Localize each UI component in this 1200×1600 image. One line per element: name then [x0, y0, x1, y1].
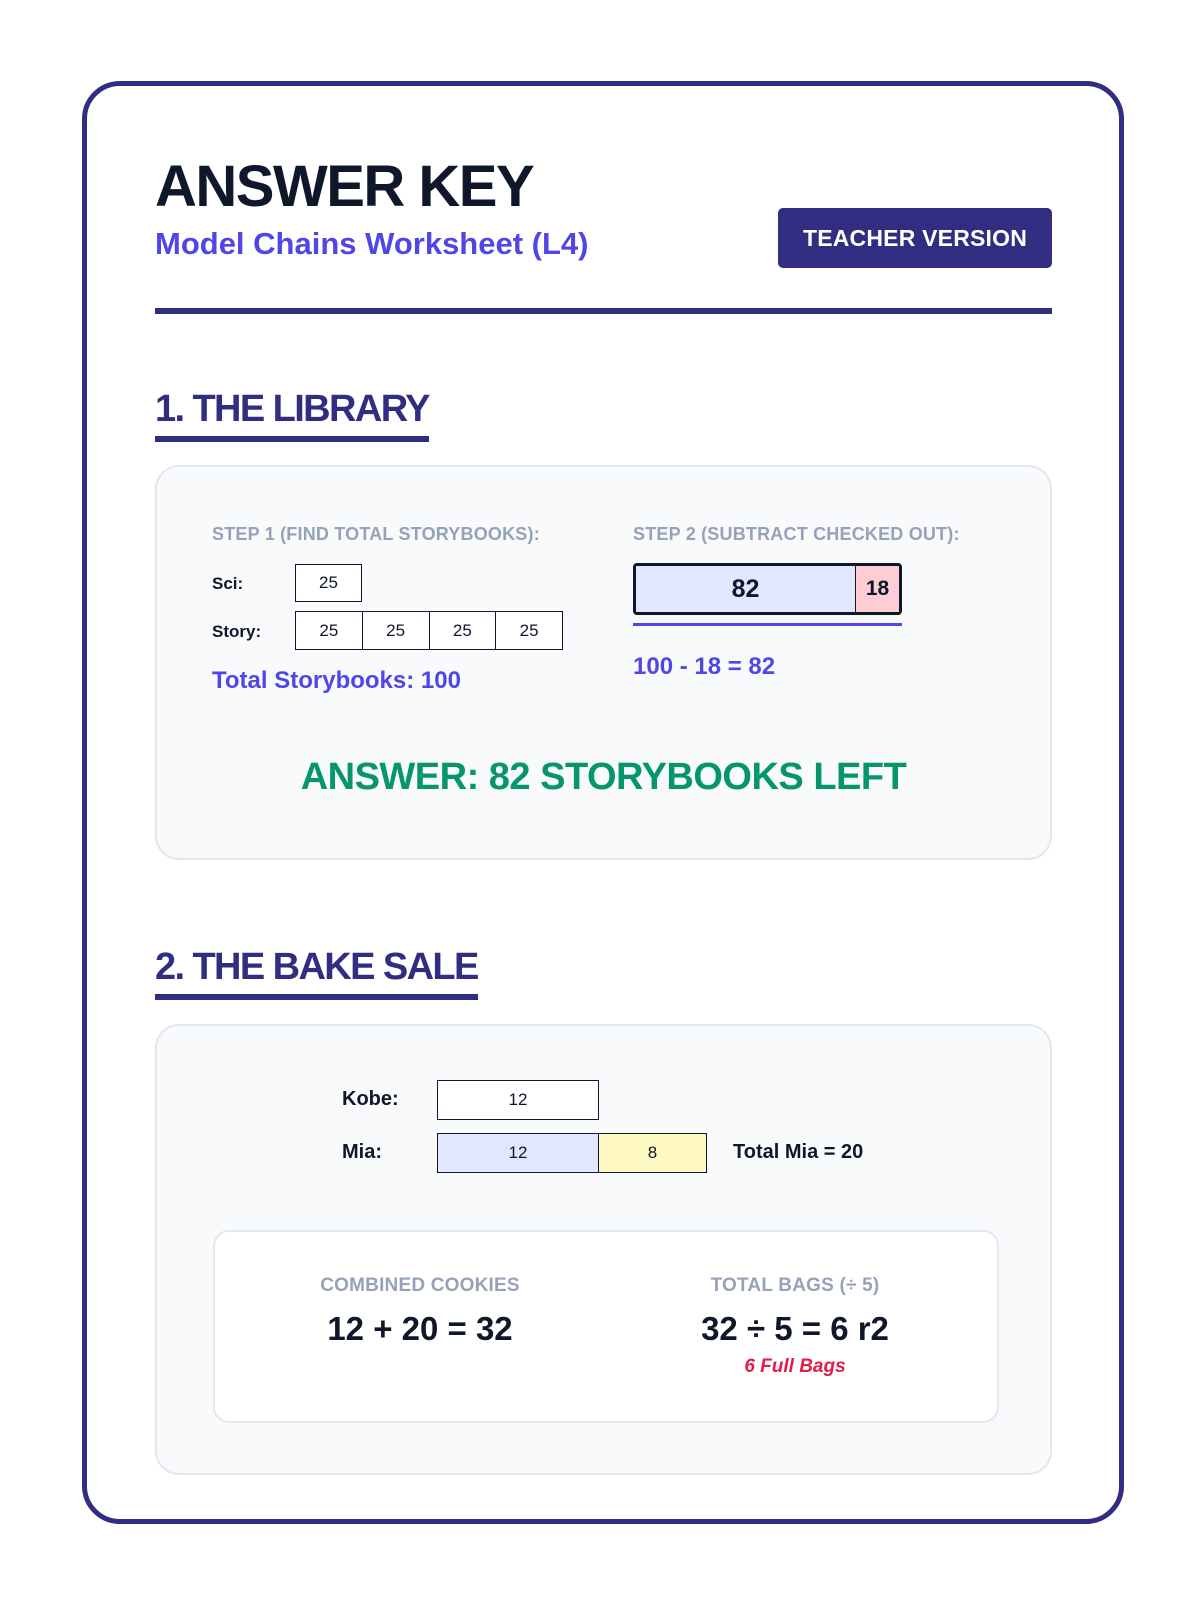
full-bags-note: 6 Full Bags [744, 1356, 846, 1377]
remaining-segment: 82 [636, 566, 856, 612]
story-unit-3: 25 [430, 612, 497, 649]
mia-label: Mia: [342, 1141, 382, 1163]
worksheet-subtitle: Model Chains Worksheet (L4) [155, 226, 589, 261]
sci-label: Sci: [212, 574, 244, 593]
sci-unit-box: 25 [295, 564, 362, 602]
kobe-unit-box: 12 [437, 1080, 599, 1120]
teacher-version-badge: TEACHER VERSION [778, 208, 1052, 268]
page-title: ANSWER KEY [155, 154, 534, 219]
total-storybooks-text: Total Storybooks: 100 [212, 667, 461, 694]
section-heading-library: 1. THE LIBRARY [155, 386, 429, 442]
remaining-bar [633, 563, 902, 615]
subtraction-equation: 100 - 18 = 82 [633, 653, 776, 680]
story-unit-1: 25 [296, 612, 363, 649]
bar-underline [633, 623, 902, 626]
library-panel [155, 465, 1052, 860]
mia-extra-segment: 8 [599, 1134, 706, 1172]
mia-unit-row [437, 1133, 707, 1173]
kobe-label: Kobe: [342, 1088, 399, 1110]
story-unit-2: 25 [363, 612, 430, 649]
story-unit-4: 25 [519, 620, 539, 640]
mia-base-segment: 12 [438, 1134, 599, 1172]
mia-total-text: Total Mia = 20 [733, 1141, 864, 1163]
step1-label: STEP 1 (FIND TOTAL STORYBOOKS): [212, 524, 540, 544]
library-answer: ANSWER: 82 STORYBOOKS LEFT [300, 756, 907, 798]
story-label: Story: [212, 622, 262, 641]
checked-out-segment: 18 [856, 566, 899, 612]
combined-cookies-equation: 12 + 20 = 32 [327, 1310, 513, 1347]
total-bags-equation: 32 ÷ 5 = 6 r2 [701, 1310, 889, 1347]
header-divider [155, 308, 1052, 314]
story-unit-row [295, 611, 563, 650]
section-heading-bake-sale: 2. THE BAKE SALE [155, 944, 478, 1000]
calculation-card [213, 1230, 999, 1423]
combined-cookies-label: COMBINED COOKIES [320, 1275, 520, 1296]
step2-label: STEP 2 (SUBTRACT CHECKED OUT): [633, 524, 960, 544]
total-bags-label: TOTAL BAGS (÷ 5) [710, 1275, 880, 1296]
bake-sale-panel [155, 1024, 1052, 1475]
